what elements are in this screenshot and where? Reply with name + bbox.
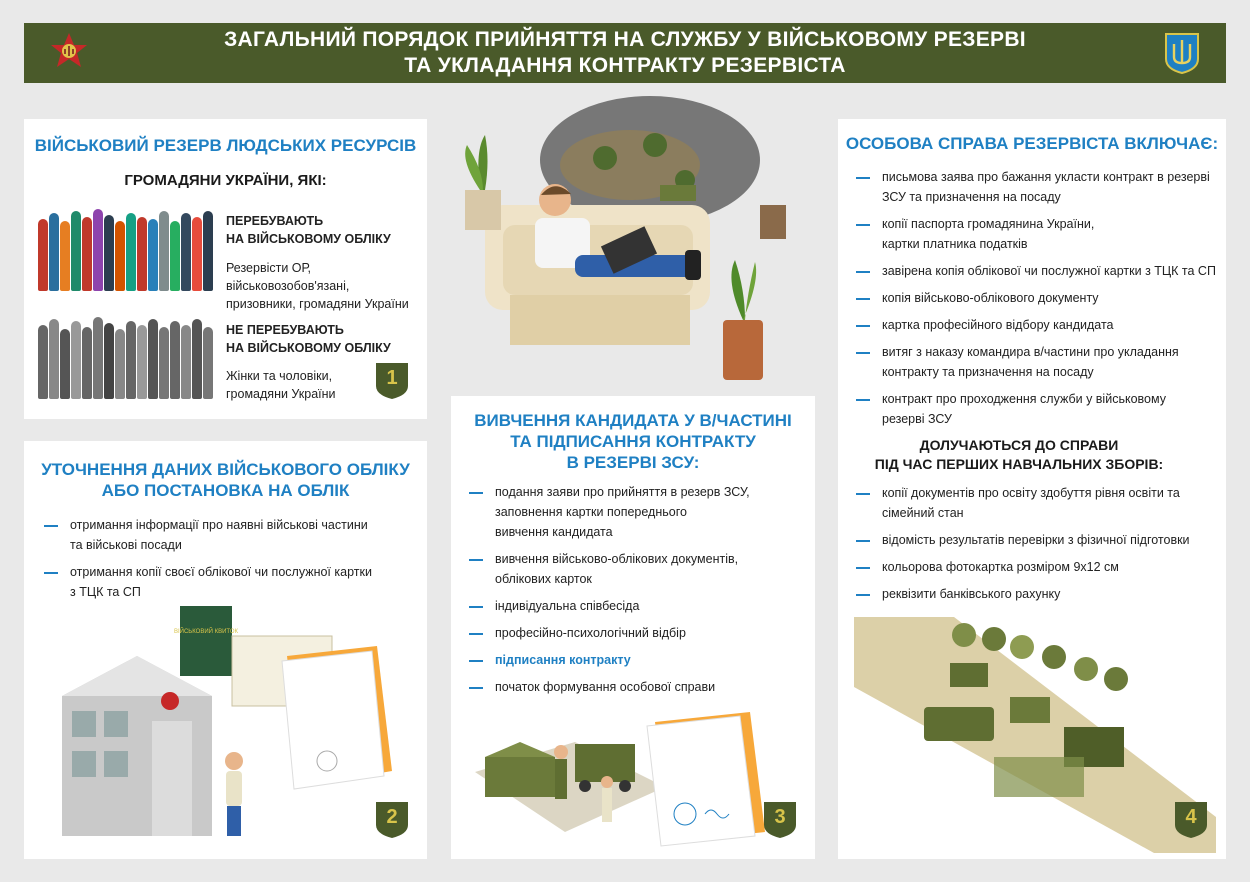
step-number-badge: [1174, 801, 1208, 839]
list-item: завірена копія облікової чи послужної картки з ТЦК та СП: [854, 261, 1216, 281]
list-item: отримання копії своєї облікової чи послужної картки з ТЦК та СП: [42, 562, 412, 602]
list-item: картка професійного відбору кандидата: [854, 315, 1216, 335]
list-item: кольорова фотокартка розміром 9х12 см: [854, 557, 1216, 577]
group2-desc-line1: Жінки та чоловіки,: [226, 369, 333, 383]
step-number-badge: [375, 362, 409, 400]
military-booklet-text: ВІЙСЬКОВИЙ КВИТОК: [173, 629, 239, 635]
group2-heading: [226, 321, 416, 357]
list-item: подання заяви про прийняття в резерв ЗСУ, заповнення картки попереднього вивчення кандидата: [467, 482, 807, 542]
step-number: 2: [386, 806, 398, 828]
step-number: 1: [386, 367, 398, 389]
card3-title-line3: В РЕЗЕРВІ ЗСУ:: [566, 453, 700, 472]
list-item: письмова заява про бажання укласти контракт в резерві ЗСУ та призначення на посаду: [854, 167, 1216, 207]
list-item: вивчення військово-облікових документів, облікових карток: [467, 549, 807, 589]
people-registered-illustration: [38, 209, 213, 291]
office-building-illustration: [42, 601, 422, 851]
armed-forces-emblem-icon: [46, 31, 92, 75]
group2-description: [226, 367, 376, 403]
card3-title: [451, 410, 815, 473]
card1-subtitle: ГРОМАДЯНИ УКРАЇНИ, ЯКІ:: [124, 172, 327, 189]
header-title: [224, 27, 1026, 79]
list-item: витяг з наказу командира в/частини про укладання контракту та призначення на посаду: [854, 342, 1216, 382]
group1-heading-line2: НА ВІЙСЬКОВОМУ ОБЛІКУ: [226, 232, 391, 246]
list-item: професійно-психологічний відбір: [467, 623, 807, 643]
card-military-registration: [24, 441, 427, 859]
military-convoy-illustration: [854, 617, 1216, 853]
card3-title-line1: ВИВЧЕННЯ КАНДИДАТА У В/ЧАСТИНІ: [474, 411, 792, 430]
card4-subheading: [854, 436, 1184, 474]
card1-title: ВІЙСЬКОВИЙ РЕЗЕРВ ЛЮДСЬКИХ РЕСУРСІВ: [34, 136, 417, 155]
step-number: 4: [1185, 806, 1197, 828]
group2-heading-line1: НЕ ПЕРЕБУВАЮТЬ: [226, 323, 344, 337]
header-title-line1: ЗАГАЛЬНИЙ ПОРЯДОК ПРИЙНЯТТЯ НА СЛУЖБУ У ВІЙСЬКОВОМУ РЕЗЕРВІ: [224, 28, 1026, 51]
group2-heading-line2: НА ВІЙСЬКОВОМУ ОБЛІКУ: [226, 341, 391, 355]
group1-desc-line2: призовники, громадяни України: [226, 297, 409, 311]
card3-list: [467, 482, 807, 704]
group1-description: [226, 259, 424, 313]
list-item: копії документів про освіту здобуття рівня освіти та сімейний стан: [854, 483, 1216, 523]
step-number-badge: [375, 801, 409, 839]
list-item: контракт про проходження служби у військовому резерві ЗСУ: [854, 389, 1216, 429]
list-item: отримання інформації про наявні військові частини та військові посади: [42, 515, 412, 555]
card3-title-line2: ТА ПІДПИСАННЯ КОНТРАКТУ: [510, 432, 756, 451]
trident-badge-icon: [1162, 31, 1202, 75]
group1-desc-line1: Резервісти ОР, військовозобов'язані,: [226, 261, 350, 293]
list-item-highlight: підписання контракту: [467, 650, 807, 670]
card-candidate-study: [451, 396, 815, 859]
card4-title: ОСОБОВА СПРАВА РЕЗЕРВІСТА ВКЛЮЧАЄ:: [845, 134, 1219, 153]
step-number: 3: [774, 806, 786, 828]
card-military-reserve: [24, 119, 427, 419]
card2-title-line2: АБО ПОСТАНОВКА НА ОБЛІК: [101, 481, 350, 500]
group2-desc-line2: громадяни України: [226, 387, 336, 401]
group1-heading: [226, 212, 416, 248]
reservist-on-sofa-illustration: [455, 90, 825, 390]
header-banner: [24, 23, 1226, 83]
list-item: початок формування особової справи: [467, 677, 807, 697]
card2-title: [24, 459, 427, 501]
card4-subheading-line1: ДОЛУЧАЮТЬСЯ ДО СПРАВИ: [919, 437, 1119, 453]
card2-title-line1: УТОЧНЕННЯ ДАНИХ ВІЙСЬКОВОГО ОБЛІКУ: [41, 460, 410, 479]
list-item: копії паспорта громадянина України, картки платника податків: [854, 214, 1216, 254]
list-item: копія військово-облікового документу: [854, 288, 1216, 308]
list-item: індивідуальна співбесіда: [467, 596, 807, 616]
military-base-illustration: [465, 702, 805, 852]
card4-subheading-line2: ПІД ЧАС ПЕРШИХ НАВЧАЛЬНИХ ЗБОРІВ:: [874, 456, 1164, 472]
card4-list-2: [854, 483, 1216, 611]
people-unregistered-illustration: [38, 317, 213, 399]
step-number-badge: [763, 801, 797, 839]
group1-heading-line1: ПЕРЕБУВАЮТЬ: [226, 214, 324, 228]
card-personal-file: [838, 119, 1226, 859]
list-item: відомість результатів перевірки з фізичної підготовки: [854, 530, 1216, 550]
card4-list: [854, 167, 1216, 436]
header-title-line2: ТА УКЛАДАННЯ КОНТРАКТУ РЕЗЕРВІСТА: [404, 54, 846, 77]
card2-list: [42, 515, 412, 609]
list-item: реквізити банківського рахунку: [854, 584, 1216, 604]
